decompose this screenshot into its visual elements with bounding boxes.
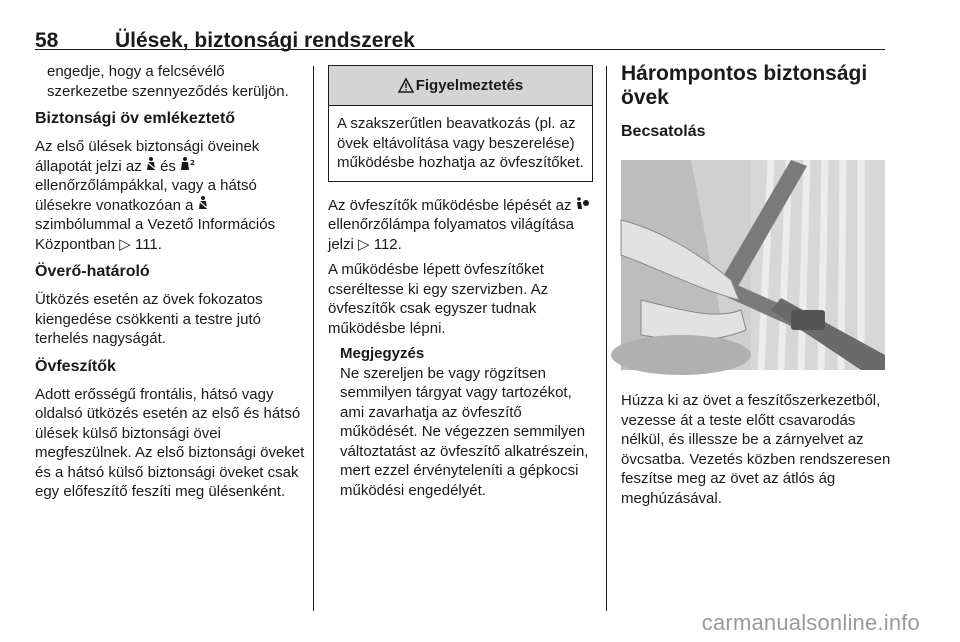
airbag-pretensioner-icon: [576, 197, 589, 214]
warning-triangle-icon: [398, 78, 414, 93]
note-block: [328, 344, 593, 500]
fastening-instructions: Húzza ki az övet a feszítőszerkezetből, vezesse át a teste előtt csavarodás nélkül, és illessze be a zárnyelvet az övcsatba. Vezetés közben rendszeresen feszítse meg az övet az átlós ág meghúzásával.: [621, 392, 891, 507]
column-divider-right: [606, 66, 607, 611]
lamp-page-ref: 112.: [373, 235, 402, 253]
lamp-text-2: ellenőrzőlámpa folyamatos világítása jelzi: [328, 216, 574, 253]
reminder-page-ref: 111.: [134, 235, 162, 253]
intro-text: engedje, hogy a felcsévélő szerkezetbe szennyeződés kerüljön.: [47, 63, 289, 100]
pretensioner-heading: Övfeszítők: [35, 357, 116, 375]
lamp-text-1: Az övfeszítők működésbe lépését az: [328, 196, 572, 214]
pretensioner-text: Adott erősségű frontális, hátsó vagy oldalsó ütközés esetén az első és hátsó ülések külső biztonsági övei megfeszülnek. Az első biztonsági öveket és a hátsó külső biztonsági öveket csak egy előfeszítő feszíti meg ülésenként.: [35, 385, 305, 500]
limiter-heading: Överő-határoló: [35, 263, 150, 280]
column-middle: [328, 62, 593, 500]
column-divider-left: [313, 66, 314, 611]
chapter-title: Ülések, biztonsági rendszerek: [115, 29, 415, 52]
watermark: carmanualsonline.info: [701, 610, 920, 635]
seatbelt-fastening-illustration: [621, 160, 885, 370]
limiter-text: Ütközés esetén az övek fokozatos kiengedése csökkenti a testre jutó terhelés nagyságát.: [35, 291, 263, 347]
replacement-paragraph: A működésbe lépett övfeszítőket cseréltesse ki egy szervizben. Az övfeszítők csak egyszer tudnak működésbe lépni.: [328, 261, 549, 337]
subsection-title: Becsatolás: [621, 123, 706, 140]
warning-box: [328, 65, 593, 182]
section-title: Hárompontos biztonsági övek: [621, 62, 868, 109]
reminder-heading: Biztonsági öv emlékeztető: [35, 110, 236, 127]
note-text: Ne szereljen be vagy rögzítsen semmilyen tárgyat vagy tartozékot, ami zavarhatja az övfeszítő működését. Ne végezzen semmilyen változtatást az övfeszítő alkatrészein, mert ezzel érvényteleníti a gépkocsi működési engedélyét.: [340, 364, 589, 499]
page-number: 58: [35, 29, 59, 52]
reference-arrow-icon: ▷: [119, 235, 131, 253]
reminder-text-3: ellenőrzőlámpákkal, vagy a hátsó ülésekre vonatkozóan a: [35, 177, 257, 214]
page-header: [35, 10, 885, 50]
column-left: [35, 62, 305, 508]
column-right: [621, 62, 891, 514]
warning-text: A szakszerűtlen beavatkozás (pl. az övek eltávolítása vagy beszerelése) működésbe hozhatja az övfeszítőket.: [337, 115, 584, 171]
warning-title: Figyelmeztetés: [415, 76, 524, 94]
reminder-text-1: Az első ülések biztonsági öveinek állapotát jelzi az: [35, 138, 260, 175]
note-title: Megjegyzés: [340, 345, 425, 362]
reminder-text-2: és: [160, 157, 176, 175]
reminder-text-4: szimbólummal a Vezető Információs Központban: [35, 216, 276, 253]
reference-arrow-icon: ▷: [358, 235, 370, 253]
seatbelt-reminder-icon: [198, 197, 208, 214]
rear-seatbelt-reminder-icon: [180, 158, 194, 175]
svg-text:2: 2: [190, 158, 195, 167]
warning-header: [329, 66, 592, 106]
reminder-paragraph: [35, 137, 305, 254]
seatbelt-reminder-icon: [146, 158, 160, 175]
pretensioner-lamp-paragraph: [328, 196, 593, 255]
